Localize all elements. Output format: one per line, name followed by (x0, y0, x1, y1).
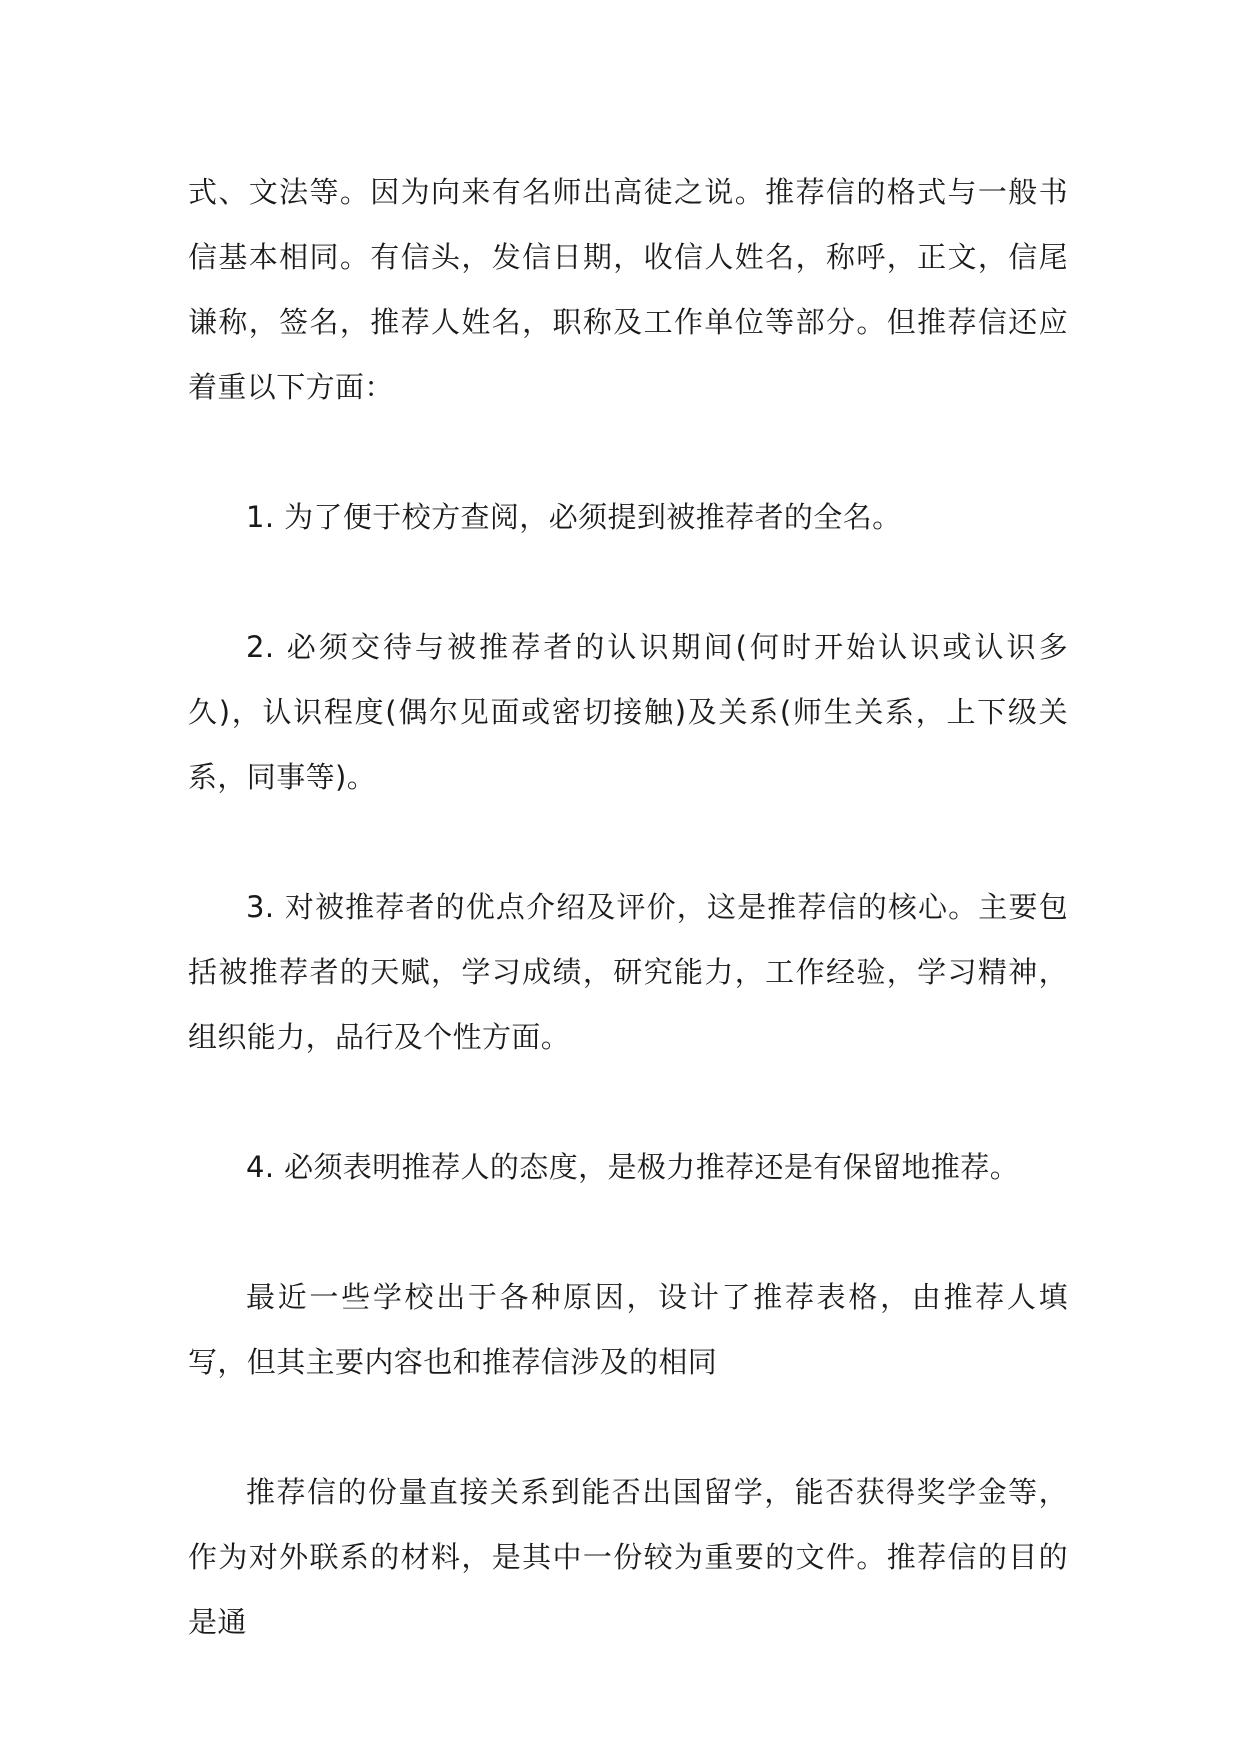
list-item-2: 2. 必须交待与被推荐者的认识期间(何时开始认识或认识多久)，认识程度(偶尔见面或密切接触)及关系(师生关系，上下级关系，同事等)。 (188, 630, 1068, 794)
paragraph-importance: 推荐信的份量直接关系到能否出国留学，能否获得奖学金等，作为对外联系的材料，是其中一份较为重要的文件。推荐信的目的是通 (188, 1475, 1068, 1639)
list-item-3: 3. 对被推荐者的优点介绍及评价，这是推荐信的核心。主要包括被推荐者的天赋，学习成绩，研究能力，工作经验，学习精神，组织能力，品行及个性方面。 (188, 890, 1068, 1054)
list-item-4: 4. 必须表明推荐人的态度，是极力推荐还是有保留地推荐。 (246, 1150, 1020, 1184)
paragraph-forms-note: 最近一些学校出于各种原因，设计了推荐表格，由推荐人填写，但其主要内容也和推荐信涉及的相同 (188, 1280, 1068, 1379)
list-item-1: 1. 为了便于校方查阅，必须提到被推荐者的全名。 (246, 500, 902, 534)
document-body (188, 160, 1068, 1655)
paragraph-format-intro: 式、文法等。因为向来有名师出高徒之说。推荐信的格式与一般书信基本相同。有信头，发信日期，收信人姓名，称呼，正文，信尾谦称，签名，推荐人姓名，职称及工作单位等部分。但推荐信还应着重以下方面： (188, 175, 1068, 404)
